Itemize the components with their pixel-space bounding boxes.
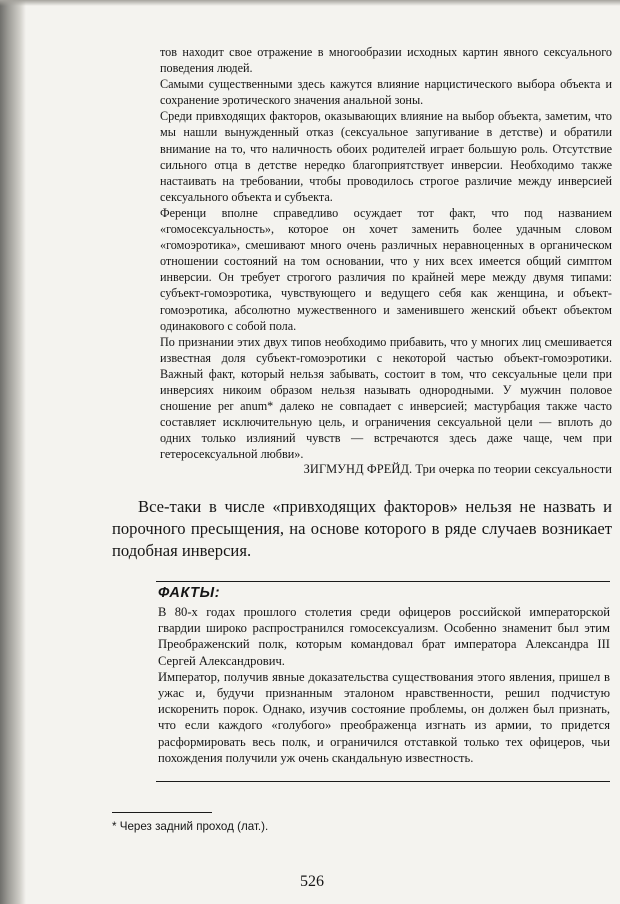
main-paragraph: Все-таки в числе «привходящих факторов» нельзя не назвать и порочного пресыщения, на основе которого в ряде случаев возникает подобная инверсия. <box>112 497 612 560</box>
page-number: 526 <box>300 873 324 890</box>
facts-paragraph: Император, получив явные доказательства существования этого явления, пришел в ужас и, будучи признанным эталоном нравственности, решил подчистую искоренить порок. Однако, изучив состояние проблемы, он должен был признать, что если каждого «голубого» преображенца изгнать из армии, то придется расформировать весь полк, и ограничился отставкой только тех офицеров, чьи похождения получили уж очень скандальную известность. <box>158 669 610 765</box>
quote-attribution: ЗИГМУНД ФРЕЙД. Три очерка по теории сексуальности <box>303 462 612 476</box>
freud-quote-block <box>160 44 612 462</box>
facts-bottom-rule <box>156 781 610 782</box>
quote-paragraph: По признании этих двух типов необходимо прибавить, что у многих лиц смешивается известная доля субъект-гомоэротики с некоторой частью объект-гомоэротики. Важный факт, который нельзя забывать, состоит в том, что сексуальные цели при инверсиях никоим образом нельзя называть однородными. У мужчин половое сношение per anum* далеко не совпадает с инверсией; мастурбация также часто составляет исключительную цель, и ограничения сексуальной цели — вплоть до одних только излияний чувств — встречаются здесь даже чаще, чем при гетеросексуальной любви». <box>160 334 612 462</box>
quote-paragraph: Среди привходящих факторов, оказывающих влияние на выбор объекта, заметим, что мы нашли вынужденный отказ (сексуальное запугивание в детстве) и обратили внимание на то, что наличность обоих родителей играет большую роль. Отсутствие сильного отца в детстве нередко благоприятствует инверсии. Необходимо также настаивать на требовании, чтобы проводилось строгое различие между инверсией сексуального объекта и субъекта. <box>160 109 612 204</box>
facts-top-rule <box>156 581 610 582</box>
scan-shadow-top <box>0 0 620 6</box>
facts-heading: ФАКТЫ: <box>158 585 221 601</box>
footnote: * Через задний проход (лат.). <box>112 820 269 833</box>
footnote-rule <box>112 812 212 813</box>
quote-paragraph: Самыми существенными здесь кажутся влияние нарцистического выбора объекта и сохранение эротического значения анальной зоны. <box>160 77 612 108</box>
quote-paragraph: тов находит свое отражение в многообразии исходных картин явного сексуального поведения людей. <box>160 45 612 76</box>
facts-box-body <box>158 604 610 766</box>
facts-paragraph: В 80-х годах прошлого столетия среди офицеров российской императорской гвардии широко распространился гомосексуализм. Особенно знаменит был этим Преображенский полк, которым командовал брат императора Александра III Сергей Александрович. <box>158 605 610 668</box>
quote-paragraph: Ференци вполне справедливо осуждает тот факт, что под названием «гомосексуальность», которое он хочет заменить более удачным словом «гомоэротика», смешивают много очень различных неравноценных в органическом отношении состояний на том основании, что у них всех имеется общий симптом инверсии. Он требует строгого различия по крайней мере между двумя типами: субъект-гомоэротика, чувствующего и ведущего себя как женщина, и объект-гомоэротика, абсолютно мужественного и заменившего женский объект объектом одинакового с собой пола. <box>160 205 612 333</box>
scan-shadow-edge <box>0 0 26 904</box>
